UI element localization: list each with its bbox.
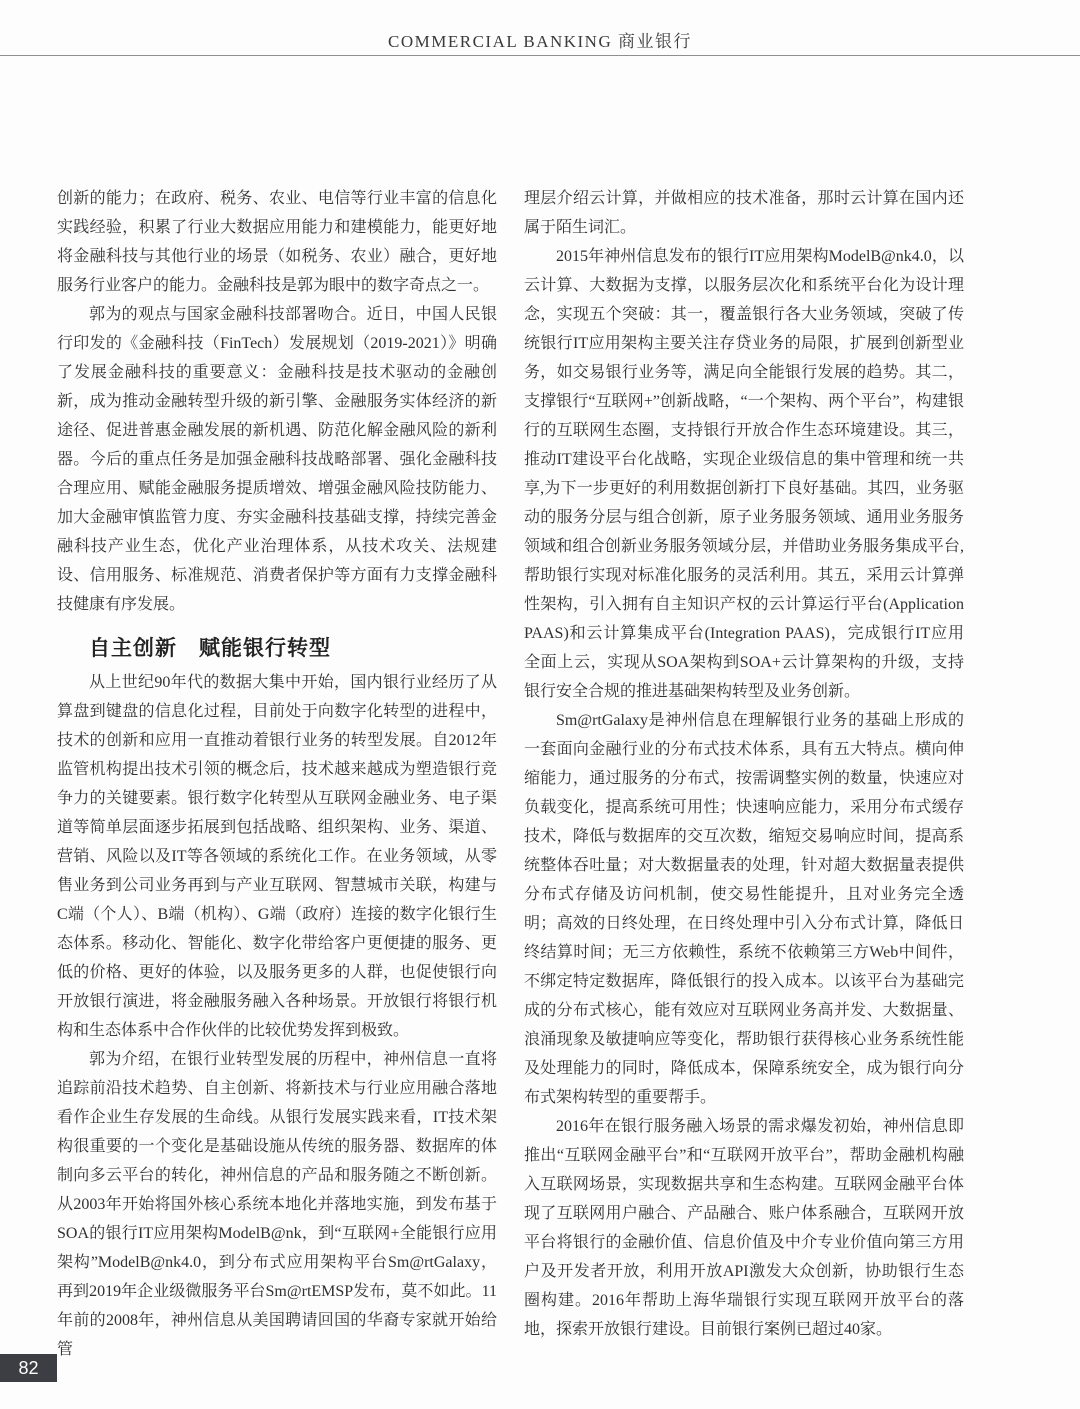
paragraph: 郭为介绍，在银行业转型发展的历程中，神州信息一直将追踪前沿技术趋势、自主创新、将新技术与行业应用融合落地看作企业生存发展的生命线。从银行发展实践来看，IT技术架构很重要的一个变化是基础设施从传统的服务器、数据库的体制向多云平台的转化，神州信息的产品和服务随之不断创新。从2003年开始将国外核心系统本地化并落地实施，到发布基于SOA的银行IT应用架构ModelB@nk，到“互联网+全能银行应用架构”ModelB@nk4.0，到分布式应用架构平台Sm@rtGalaxy，再到2019年企业级微服务平台Sm@rtEMSP发布，莫不如此。11年前的2008年，神州信息从美国聘请回国的华裔专家就开始给管 <box>57 1051 497 1358</box>
header-rule <box>0 55 1080 56</box>
paragraph: 2016年在银行服务融入场景的需求爆发初始，神州信息即推出“互联网金融平台”和“互联网开放平台”，帮助金融机构融入互联网场景，实现数据共享和生态构建。互联网金融平台体现了互联网用户融合、产品融合、账户体系融合，互联网开放平台将银行的金融价值、信息价值及中介专业价值向第三方用户及开发者开放，利用开放API激发大众创新，协助银行生态圈构建。2016年帮助上海华瑞银行实现互联网开放平台的落地，探索开放银行建设。目前银行案例已超过40家。 <box>524 1118 964 1338</box>
page-number-badge <box>0 1354 57 1382</box>
paragraph: 创新的能力；在政府、税务、农业、电信等行业丰富的信息化实践经验，积累了行业大数据应用能力和建模能力，能更好地将金融科技与其他行业的场景（如税务、农业）融合，更好地服务行业客户的能力。金融科技是郭为眼中的数字奇点之一。 <box>57 190 497 294</box>
left-column <box>57 184 497 1364</box>
paragraph: 2015年神州信息发布的银行IT应用架构ModelB@nk4.0，以云计算、大数据为支撑，以服务层次化和系统平台化为设计理念，实现五个突破：其一，覆盖银行各大业务领域，突破了传统银行IT应用架构主要关注存贷业务的局限，扩展到创新型业务，如交易银行业务等，满足向全能银行发展的趋势。其二，支撑银行“互联网+”创新战略，“一个架构、两个平台”，构建银行的互联网生态圈，支持银行开放合作生态环境建设。其三，推动IT建设平台化战略，实现企业级信息的集中管理和统一共享,为下一步更好的利用数据创新打下良好基础。其四，业务驱动的服务分层与组合创新，原子业务服务领域、通用业务服务领域和组合创新业务服务领域分层，并借助业务服务集成平台,帮助银行实现对标准化服务的灵活利用。其五，采用云计算弹性架构，引入拥有自主知识产权的云计算运行平台(Application PAAS)和云计算集成平台(Integration PAAS)，完成银行IT应用全面上云，实现从SOA架构到SOA+云计算架构的升级，支持银行安全合规的推进基础架构转型及业务创新。 <box>524 248 964 700</box>
page-header-title: COMMERCIAL BANKING 商业银行 <box>388 32 692 51</box>
paragraph: Sm@rtGalaxy是神州信息在理解银行业务的基础上形成的一套面向金融行业的分布式技术体系，具有五大特点。横向伸缩能力，通过服务的分布式，按需调整实例的数量，快速应对负载变化，提高系统可用性；快速响应能力，采用分布式缓存技术，降低与数据库的交互次数，缩短交易响应时间，提高系统整体吞吐量；对大数据量表的处理，针对超大数据量表提供分布式存储及访问机制，使交易性能提升，且对业务完全透明；高效的日终处理，在日终处理中引入分布式计算，降低日终结算时间；无三方依赖性，系统不依赖第三方Web中间件，不绑定特定数据库，降低银行的投入成本。以该平台为基础完成的分布式核心，能有效应对互联网业务高并发、大数据量、浪涌现象及敏捷响应等变化，帮助银行获得核心业务系统性能及处理能力的同时，降低成本，保障系统安全，成为银行向分布式架构转型的重要帮手。 <box>524 712 964 1106</box>
page-number: 82 <box>18 1357 39 1378</box>
paragraph: 理层介绍云计算，并做相应的技术准备，那时云计算在国内还属于陌生词汇。 <box>524 190 964 236</box>
paragraph: 从上世纪90年代的数据大集中开始，国内银行业经历了从算盘到键盘的信息化过程，目前处于向数字化转型的进程中，技术的创新和应用一直推动着银行业务的转型发展。自2012年监管机构提出技术引领的概念后，技术越来越成为塑造银行竞争力的关键要素。银行数字化转型从互联网金融业务、电子渠道等简单层面逐步拓展到包括战略、组织架构、业务、渠道、营销、风险以及IT等各领域的系统化工作。在业务领域，从零售业务到公司业务再到与产业互联网、智慧城市关联，构建与C端（个人）、B端（机构）、G端（政府）连接的数字化银行生态体系。移动化、智能化、数字化带给客户更便捷的服务、更低的价格、更好的体验，以及服务更多的人群，也促使银行向开放银行演进，将金融服务融入各种场景。开放银行将银行机构和生态体系中合作伙伴的比较优势发挥到极致。 <box>57 674 497 1039</box>
article-body <box>57 184 964 1364</box>
paragraph: 郭为的观点与国家金融科技部署吻合。近日，中国人民银行印发的《金融科技（FinTech）发展规划（2019-2021）》明确了发展金融科技的重要意义：金融科技是技术驱动的金融创新，成为推动金融转型升级的新引擎、金融服务实体经济的新途径、促进普惠金融发展的新机遇、防范化解金融风险的新利器。今后的重点任务是加强金融科技战略部署、强化金融科技合理应用、赋能金融服务提质增效、增强金融风险技防能力、加大金融审慎监管力度、夯实金融科技基础支撑，持续完善金融科技产业生态，优化产业治理体系，从技术攻关、法规建设、信用服务、标准规范、消费者保护等方面有力支撑金融科技健康有序发展。 <box>57 306 497 613</box>
right-column <box>524 184 964 1364</box>
section-heading: 自主创新 赋能银行转型 <box>89 636 331 660</box>
